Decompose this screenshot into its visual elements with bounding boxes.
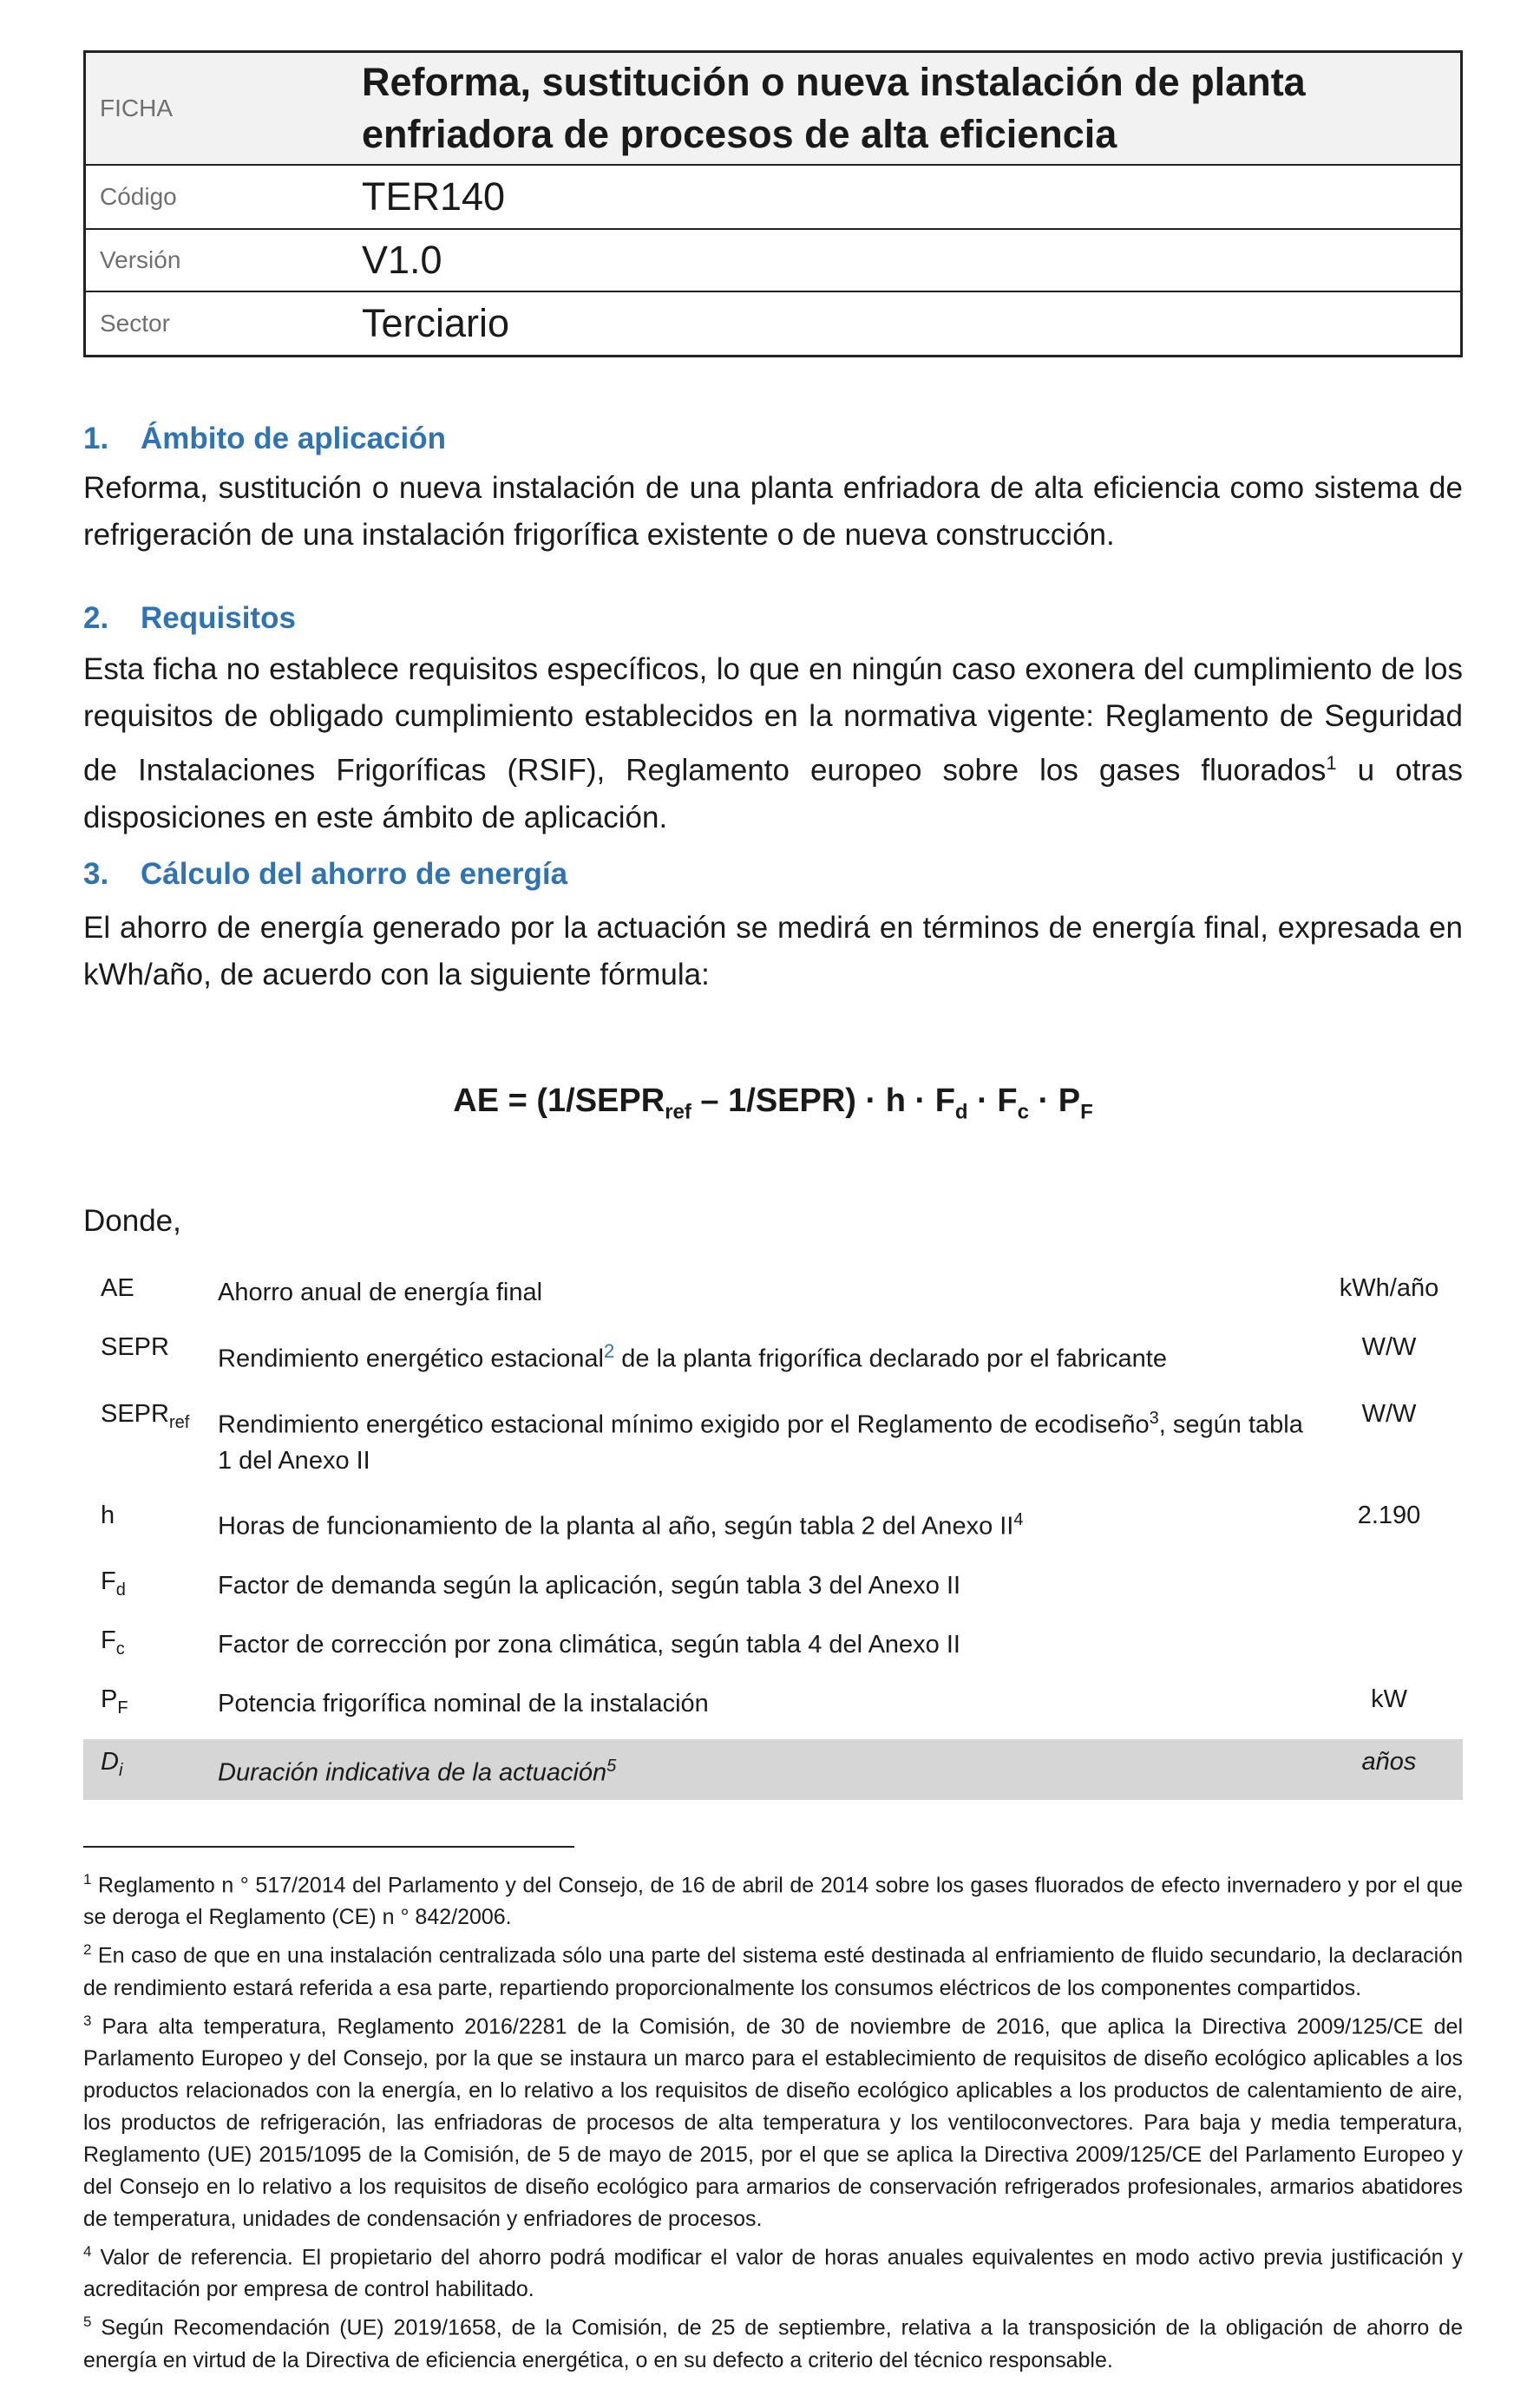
var-symbol-sub: c (115, 1639, 125, 1659)
section-3-heading (83, 857, 567, 892)
section-2-text-main: Esta ficha no establece requisitos específicos, lo que en ningún caso exonera del cumplimiento de los requisitos de obligado cumplimiento establecidos en la normativa vigente: Reglamento de Seguridad de Instalaciones Frigoríficas (RSIF), Reglamento europeo sobre los gases fluorados (83, 652, 1463, 788)
var-unit (1315, 1621, 1463, 1680)
var-unit: W/W (1361, 1399, 1417, 1428)
var-symbol (83, 1621, 218, 1680)
var-desc-end: , según tabla 1 del Anexo II (218, 1410, 1303, 1476)
var-symbol: AE (101, 1274, 134, 1302)
ficha-label: FICHA (100, 95, 173, 121)
section-2-text-end: u otras disposiciones en este ámbito de aplicación. (83, 753, 1463, 834)
var-unit: años (1315, 1739, 1463, 1800)
var-unit: 2.190 (1357, 1502, 1421, 1530)
var-description (218, 1739, 1315, 1800)
codigo-value: TER140 (362, 174, 506, 219)
footnote-number: 5 (83, 2313, 92, 2331)
var-unit: W/W (1361, 1333, 1417, 1361)
section-1-heading (83, 422, 446, 456)
footnote-number: 3 (83, 2012, 92, 2029)
table-row (83, 1395, 1463, 1497)
var-symbol-main: P (101, 1685, 118, 1713)
var-description: Factor de demanda según la aplicación, según tabla 3 del Anexo II (218, 1571, 961, 1600)
footnote-ref: 5 (606, 1756, 617, 1776)
footnote-ref: 1 (1326, 752, 1337, 774)
var-symbol-main: SEPR (101, 1399, 169, 1428)
var-description: Ahorro anual de energía final (218, 1279, 543, 1306)
var-unit (1315, 1562, 1463, 1621)
var-desc-main: Rendimiento energético estacional mínimo exigido por el Reglamento de ecodiseño (218, 1410, 1150, 1439)
footnote-divider (83, 1846, 574, 1848)
formula-sub: ref (665, 1100, 691, 1124)
footnote-text: En caso de que en una instalación centralizada sólo una parte del sistema esté destinada al enfriamiento de fluido secundario, la declaración de rendimiento estará referida a esa parte, repartiendo proporcionalmente los consumos eléctricos de los componentes compartidos. (83, 1943, 1463, 2000)
var-symbol (83, 1395, 218, 1497)
var-description (218, 1496, 1315, 1562)
footnote (83, 2306, 1463, 2376)
table-row (83, 1496, 1463, 1562)
footnotes (83, 1863, 1463, 2377)
table-row (83, 1680, 1463, 1739)
section-number: 3. (83, 857, 109, 891)
section-2-heading (83, 601, 296, 636)
version-row (86, 228, 1460, 291)
section-1-text: Reforma, sustitución o nueva instalación de una planta enfriadora de alta eficiencia como sistema de refrigeración de una instalación frigorífica existente o de nueva construcción. (83, 471, 1463, 552)
codigo-label: Código (100, 183, 177, 210)
var-description: Potencia frigorífica nominal de la instalación (218, 1689, 709, 1718)
section-number: 1. (83, 422, 109, 455)
footnote-ref: 3 (1149, 1408, 1159, 1428)
var-desc-main: Rendimiento energético estacional (218, 1345, 604, 1373)
var-symbol (83, 1680, 218, 1739)
footnote-text: Según Recomendación (UE) 2019/1658, de la Comisión, de 25 de septiembre, relativa a la transposición de la obligación de ahorro de energía en virtud de la Directiva de eficiencia energética, o en su defecto a criterio del técnico responsable. (83, 2315, 1463, 2372)
section-title: Requisitos (141, 601, 296, 635)
footnote (83, 2235, 1463, 2306)
var-unit: kW (1371, 1685, 1407, 1713)
var-description: Factor de corrección por zona climática, según tabla 4 del Anexo II (218, 1630, 960, 1659)
ficha-title: Reforma, sustitución o nueva instalación de planta enfriadora de procesos de alta eficiencia (362, 60, 1306, 156)
formula-sub: d (954, 1100, 968, 1124)
sector-value: Terciario (362, 301, 510, 345)
formula-sub: F (1080, 1100, 1093, 1124)
codigo-row (86, 164, 1460, 228)
sector-label: Sector (100, 310, 170, 337)
table-row (83, 1269, 1463, 1328)
section-number: 2. (83, 601, 109, 635)
formula-sub: c (1017, 1100, 1029, 1124)
footnote-text: Valor de referencia. El propietario del ahorro podrá modificar el valor de horas anuales equivalentes en modo activo previa justificación y acreditación por empresa de control habilitado. (83, 2245, 1463, 2302)
donde-label: Donde, (83, 1204, 181, 1238)
version-value: V1.0 (362, 238, 442, 282)
var-symbol-sub: d (115, 1580, 126, 1600)
var-symbol (83, 1739, 218, 1800)
var-desc-main: Horas de funcionamiento de la planta al año, según tabla 2 del Anexo II (218, 1512, 1014, 1541)
formula-part: – 1/SEPR) · h · F (691, 1083, 955, 1119)
var-symbol-sub: i (118, 1760, 123, 1780)
formula-part: · P (1028, 1083, 1081, 1119)
footnote-number: 2 (83, 1941, 92, 1959)
footnote (83, 2005, 1463, 2235)
var-unit: kWh/año (1339, 1274, 1439, 1302)
var-description (218, 1328, 1315, 1395)
section-3-text: El ahorro de energía generado por la actuación se medirá en términos de energía final, expresada en kWh/año, de acuerdo con la siguiente fórmula: (83, 911, 1463, 991)
ficha-title-row (86, 53, 1460, 164)
var-desc-main: Duración indicativa de la actuación (218, 1758, 607, 1787)
var-symbol-main: D (101, 1747, 119, 1776)
footnote-number: 4 (83, 2242, 92, 2260)
var-description (218, 1395, 1315, 1497)
table-row (83, 1328, 1463, 1395)
footnote-number: 1 (83, 1871, 92, 1888)
var-symbol-main: F (101, 1567, 116, 1595)
var-symbol-sub: ref (168, 1412, 190, 1432)
variables-table (83, 1269, 1463, 1800)
var-symbol (83, 1562, 218, 1621)
footnote-text: Reglamento n ° 517/2014 del Parlamento y del Consejo, de 16 de abril de 2014 sobre los gases fluorados de efecto invernadero y por el que se deroga el Reglamento (CE) n ° 842/2006. (83, 1873, 1463, 1930)
ficha-header-table (83, 50, 1463, 357)
table-row (83, 1621, 1463, 1680)
footnote-ref: 4 (1013, 1510, 1024, 1530)
version-label: Versión (100, 246, 181, 273)
var-desc-end: de la planta frigorífica declarado por el fabricante (614, 1345, 1167, 1373)
var-symbol: SEPR (101, 1333, 169, 1361)
table-row (83, 1562, 1463, 1621)
formula-part: AE = (1/SEPR (453, 1083, 665, 1119)
var-symbol-sub: F (117, 1698, 128, 1718)
var-symbol-main: F (101, 1626, 116, 1654)
section-title: Ámbito de aplicación (141, 422, 446, 455)
formula-part: · F (967, 1083, 1018, 1119)
section-title: Cálculo del ahorro de energía (141, 857, 568, 891)
footnote-ref: 2 (603, 1340, 615, 1362)
footnote (83, 1934, 1463, 2004)
footnote (83, 1863, 1463, 1934)
energy-savings-formula (83, 1083, 1463, 1125)
table-row (83, 1739, 1463, 1800)
footnote-text: Para alta temperatura, Reglamento 2016/2281 de la Comisión, de 30 de noviembre de 2016, que aplica la Directiva 2009/125/CE del Parlamento Europeo y del Consejo, por la que se instaura un marco para el establecimiento de requisitos de diseño ecológico aplicables a los productos relacionados con la energía, en lo relativo a los requisitos de diseño ecológico aplicables a los productos de calentamiento de aire, los productos de refrigeración, las enfriadoras de procesos de alta temperatura y los ventiloconvectores. Para baja y media temperatura, Reglamento (UE) 2015/1095 de la Comisión, de 5 de mayo de 2015, por el que se aplica la Directiva 2009/125/CE del Parlamento Europeo y del Consejo en lo relativo a los requisitos de diseño ecológico para armarios de conservación refrigerados profesionales, armarios abatidores de temperatura, unidades de condensación y enfriadores de procesos. (83, 2013, 1463, 2231)
section-2-text (83, 646, 1463, 841)
sector-row (86, 291, 1460, 355)
var-symbol: h (101, 1502, 115, 1530)
